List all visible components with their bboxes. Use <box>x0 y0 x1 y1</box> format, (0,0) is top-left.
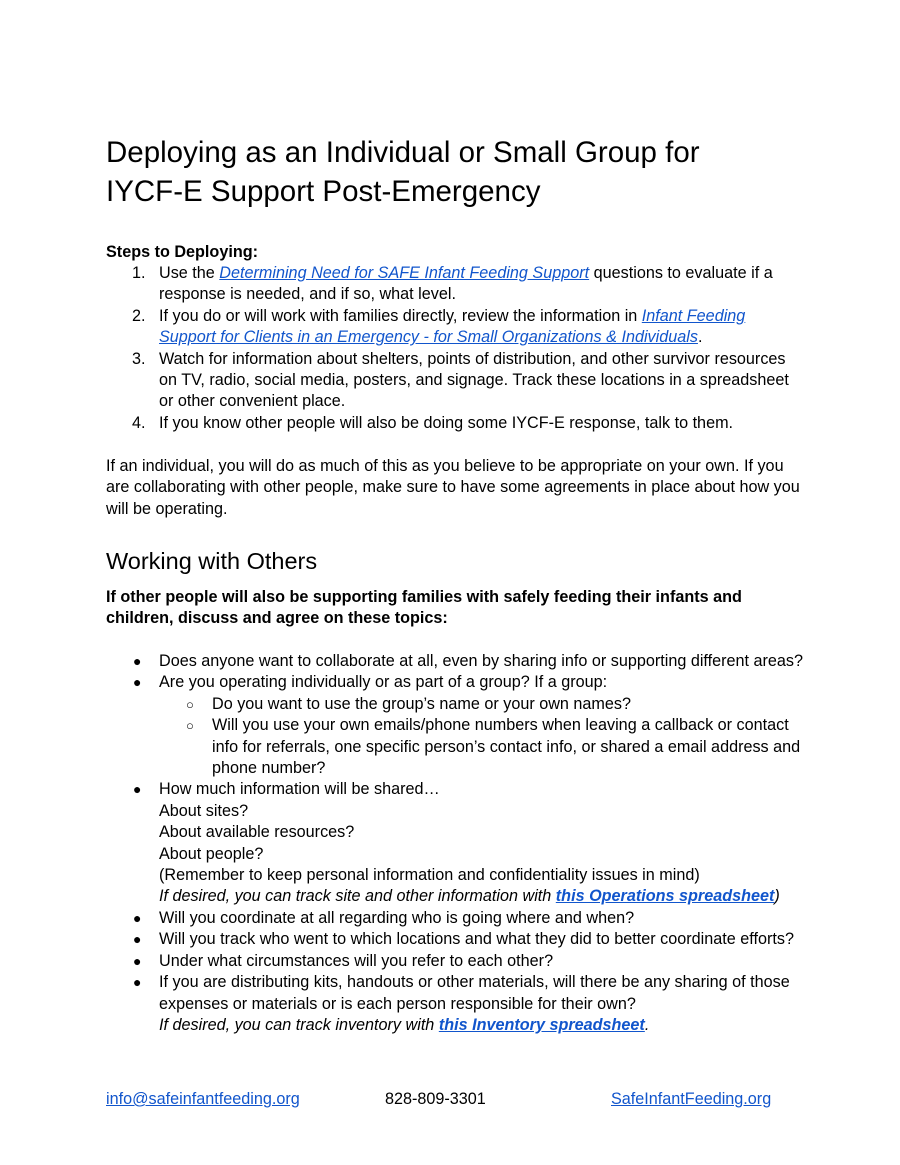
sub-bullet-item <box>159 694 806 715</box>
bullet-text: Will you track who went to which locations and what they did to better coordinate efforts? <box>159 930 794 949</box>
bullet-text: If you are distributing kits, handouts or other materials, will there be any sharing of those expenses or materials or is each person responsible for their own? <box>159 973 790 1013</box>
bullet-text: About sites? <box>159 801 249 820</box>
bullet-item <box>106 972 806 1036</box>
step-text: . <box>697 328 703 347</box>
footer-website <box>611 1089 771 1110</box>
italic-text: . <box>644 1015 650 1034</box>
bullet-icon: ● <box>133 674 142 691</box>
bullet-item <box>106 651 806 672</box>
bullet-item <box>106 908 806 929</box>
step-item-3 <box>106 349 806 413</box>
bullet-text: About available resources? <box>159 823 355 842</box>
footer-email <box>106 1089 300 1110</box>
bullet-text: Does anyone want to collaborate at all, even by sharing info or supporting different areas? <box>159 652 804 670</box>
email-link[interactable]: info@safeinfantfeeding.org <box>106 1090 300 1108</box>
bullet-text: How much information will be shared… <box>159 780 440 799</box>
bullet-text <box>159 886 806 907</box>
circle-bullet-icon: ○ <box>186 718 194 734</box>
sub-bullet-text: Will you use your own emails/phone numbers when leaving a callback or contact info for referrals, one specific person’s contact info, or shared a email address and phone number? <box>212 716 801 778</box>
italic-text: If desired, you can track inventory with <box>159 1015 439 1034</box>
bullet-icon: ● <box>133 974 142 991</box>
website-link[interactable]: SafeInfantFeeding.org <box>611 1090 772 1108</box>
sub-list <box>159 694 806 780</box>
bullet-item <box>106 951 806 972</box>
determining-need-link[interactable]: Determining Need for SAFE Infant Feeding Support <box>219 264 590 282</box>
footer-phone: 828-809-3301 <box>385 1090 486 1108</box>
step-text: If you know other people will also be doing some IYCF-E response, talk to them. <box>159 413 734 432</box>
steps-heading: Steps to Deploying: <box>106 243 258 261</box>
operations-spreadsheet-link[interactable]: this Operations spreadsheet <box>555 887 775 906</box>
bullet-text: Under what circumstances will you refer to each other? <box>159 951 554 970</box>
italic-text: If desired, you can track site and other information with <box>159 887 556 906</box>
bullet-icon: ● <box>133 952 142 969</box>
bullet-text: About people? <box>159 844 264 863</box>
step-text: questions to evaluate if a response is needed, and if so, what level. <box>159 264 773 304</box>
step-text: If you do or will work with families directly, review the information in <box>159 306 642 325</box>
bullet-item <box>106 672 806 779</box>
title-line-1: Deploying as an Individual or Small Group for <box>106 136 700 169</box>
bullet-text <box>159 1015 806 1036</box>
page-title <box>106 133 806 211</box>
bullet-text: Are you operating individually or as part of a group? If a group: <box>159 673 608 692</box>
title-line-2: IYCF-E Support Post-Emergency <box>106 175 541 208</box>
step-number: 1. <box>132 264 146 282</box>
bullet-icon: ● <box>133 781 142 798</box>
step-number: 3. <box>132 349 146 368</box>
step-number: 4. <box>132 413 146 432</box>
bullet-item <box>106 779 806 907</box>
section-intro: If other people will also be supporting families with safely feeding their infants and children, discuss and agree on these topics: <box>106 588 742 628</box>
bullet-icon: ● <box>133 653 142 669</box>
bullet-text: Will you coordinate at all regarding who is going where and when? <box>159 908 635 927</box>
step-item-1 <box>106 263 806 306</box>
infant-feeding-support-link[interactable]: Infant Feeding Support for Clients in an Emergency - for Small Organizations & Individuals <box>159 306 746 347</box>
italic-text: ) <box>774 887 780 906</box>
bullet-text: (Remember to keep personal information and confidentiality issues in mind) <box>159 866 700 885</box>
bullet-item <box>106 929 806 950</box>
step-number: 2. <box>132 306 146 325</box>
sub-bullet-text: Do you want to use the group’s name or your own names? <box>212 694 632 713</box>
section-heading: Working with Others <box>106 548 318 574</box>
sub-bullet-item <box>159 715 806 779</box>
bullet-icon: ● <box>133 931 142 948</box>
inventory-spreadsheet-link[interactable]: this Inventory spreadsheet <box>438 1015 645 1034</box>
bullet-icon: ● <box>133 909 142 926</box>
step-item-2 <box>106 306 806 349</box>
intro-paragraph: If an individual, you will do as much of this as you believe to be appropriate on your own. If you are collaborating with other people, make sure to have some agreements in place about how you will be operating. <box>106 457 800 518</box>
topics-list <box>106 651 806 1036</box>
circle-bullet-icon: ○ <box>186 696 194 712</box>
steps-list <box>106 263 806 434</box>
step-text: Watch for information about shelters, points of distribution, and other survivor resources on TV, radio, social media, posters, and signage. Track these locations in a spreadsheet or other convenient place. <box>159 349 789 411</box>
step-text: Use the <box>159 264 220 282</box>
step-item-4 <box>106 413 806 434</box>
